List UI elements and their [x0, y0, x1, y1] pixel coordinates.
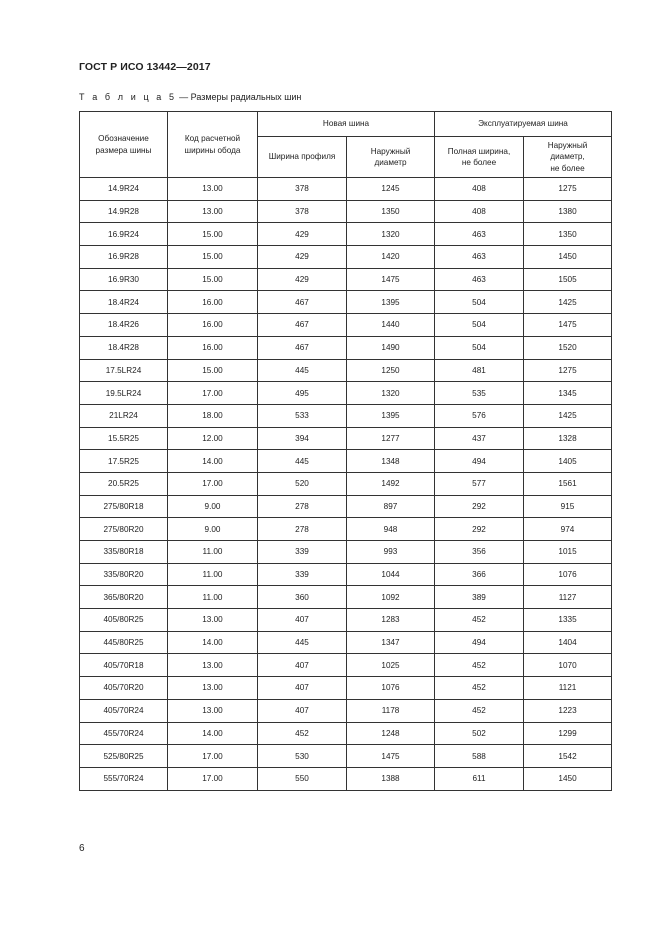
section-width-cell: 278 [258, 495, 347, 518]
section-width-cell: 407 [258, 609, 347, 632]
table-row [80, 563, 612, 586]
max-width-cell: 408 [435, 178, 524, 201]
max-width-cell: 502 [435, 722, 524, 745]
table-row [80, 767, 612, 790]
section-width-cell: 530 [258, 745, 347, 768]
outer-diameter-cell: 1475 [347, 268, 435, 291]
table-body [80, 178, 612, 791]
section-width-cell: 550 [258, 767, 347, 790]
header-outer-diameter-line1: Наружный [370, 146, 411, 156]
max-diameter-cell: 1505 [524, 268, 612, 291]
rim-code-cell: 13.00 [168, 699, 258, 722]
header-tire-size-line2: размера шины [95, 145, 152, 155]
rim-code-cell: 18.00 [168, 404, 258, 427]
max-width-cell: 292 [435, 495, 524, 518]
section-width-cell: 429 [258, 246, 347, 269]
max-width-cell: 292 [435, 518, 524, 541]
section-width-cell: 378 [258, 200, 347, 223]
outer-diameter-cell: 1025 [347, 654, 435, 677]
tire-size-cell: 335/80R20 [80, 563, 168, 586]
outer-diameter-cell: 1492 [347, 472, 435, 495]
tire-size-cell: 21LR24 [80, 404, 168, 427]
rim-code-cell: 15.00 [168, 246, 258, 269]
max-diameter-cell: 1076 [524, 563, 612, 586]
section-width-cell: 445 [258, 631, 347, 654]
table-row [80, 314, 612, 337]
tire-size-cell: 555/70R24 [80, 767, 168, 790]
tire-size-cell: 17.5R25 [80, 450, 168, 473]
outer-diameter-cell: 1395 [347, 404, 435, 427]
rim-code-cell: 14.00 [168, 450, 258, 473]
table-row [80, 291, 612, 314]
table-row [80, 178, 612, 201]
header-tire-size [80, 112, 168, 178]
max-width-cell: 611 [435, 767, 524, 790]
outer-diameter-cell: 1350 [347, 200, 435, 223]
outer-diameter-cell: 1283 [347, 609, 435, 632]
table-row [80, 336, 612, 359]
rim-code-cell: 13.00 [168, 677, 258, 700]
rim-code-cell: 16.00 [168, 314, 258, 337]
tire-size-cell: 17.5LR24 [80, 359, 168, 382]
header-outer-diameter [347, 137, 435, 178]
outer-diameter-cell: 1320 [347, 382, 435, 405]
outer-diameter-cell: 1277 [347, 427, 435, 450]
rim-code-cell: 17.00 [168, 745, 258, 768]
header-rim-code [168, 112, 258, 178]
section-width-cell: 445 [258, 359, 347, 382]
header-new-tire: Новая шина [258, 112, 435, 137]
section-width-cell: 339 [258, 563, 347, 586]
tire-size-cell: 405/80R25 [80, 609, 168, 632]
table-row [80, 404, 612, 427]
outer-diameter-cell: 993 [347, 541, 435, 564]
header-max-overall-width [435, 137, 524, 178]
max-diameter-cell: 915 [524, 495, 612, 518]
rim-code-cell: 14.00 [168, 631, 258, 654]
max-width-cell: 356 [435, 541, 524, 564]
max-width-cell: 535 [435, 382, 524, 405]
tire-dimensions-table [79, 111, 612, 791]
tire-size-cell: 14.9R28 [80, 200, 168, 223]
document-title: ГОСТ Р ИСО 13442—2017 [79, 61, 211, 73]
max-width-cell: 452 [435, 677, 524, 700]
outer-diameter-cell: 1076 [347, 677, 435, 700]
max-diameter-cell: 1335 [524, 609, 612, 632]
section-width-cell: 278 [258, 518, 347, 541]
max-width-cell: 452 [435, 699, 524, 722]
tire-size-cell: 18.4R24 [80, 291, 168, 314]
rim-code-cell: 17.00 [168, 382, 258, 405]
max-diameter-cell: 1542 [524, 745, 612, 768]
outer-diameter-cell: 1440 [347, 314, 435, 337]
outer-diameter-cell: 948 [347, 518, 435, 541]
table-row [80, 518, 612, 541]
section-width-cell: 429 [258, 223, 347, 246]
tire-size-cell: 405/70R20 [80, 677, 168, 700]
rim-code-cell: 17.00 [168, 767, 258, 790]
section-width-cell: 467 [258, 314, 347, 337]
header-max-outer-diameter-line3: не более [550, 163, 585, 173]
tire-size-cell: 455/70R24 [80, 722, 168, 745]
max-width-cell: 366 [435, 563, 524, 586]
outer-diameter-cell: 1420 [347, 246, 435, 269]
max-diameter-cell: 1070 [524, 654, 612, 677]
section-width-cell: 407 [258, 699, 347, 722]
section-width-cell: 394 [258, 427, 347, 450]
max-diameter-cell: 1275 [524, 359, 612, 382]
max-width-cell: 504 [435, 291, 524, 314]
header-rim-code-line1: Код расчетной [184, 134, 241, 144]
table-row [80, 495, 612, 518]
tire-size-cell: 18.4R26 [80, 314, 168, 337]
table-row [80, 382, 612, 405]
outer-diameter-cell: 1388 [347, 767, 435, 790]
max-diameter-cell: 1450 [524, 246, 612, 269]
outer-diameter-cell: 1248 [347, 722, 435, 745]
max-width-cell: 452 [435, 609, 524, 632]
rim-code-cell: 16.00 [168, 291, 258, 314]
header-max-overall-width-line2: не более [461, 158, 497, 167]
rim-code-cell: 17.00 [168, 472, 258, 495]
max-diameter-cell: 1380 [524, 200, 612, 223]
max-diameter-cell: 1405 [524, 450, 612, 473]
table-row [80, 631, 612, 654]
outer-diameter-cell: 1395 [347, 291, 435, 314]
rim-code-cell: 15.00 [168, 223, 258, 246]
section-width-cell: 407 [258, 677, 347, 700]
max-diameter-cell: 1345 [524, 382, 612, 405]
max-width-cell: 494 [435, 631, 524, 654]
tire-size-cell: 15.5R25 [80, 427, 168, 450]
section-width-cell: 378 [258, 178, 347, 201]
header-max-outer-diameter [524, 137, 612, 178]
max-width-cell: 452 [435, 654, 524, 677]
max-diameter-cell: 1425 [524, 404, 612, 427]
table-row [80, 246, 612, 269]
table-row [80, 268, 612, 291]
max-diameter-cell: 1127 [524, 586, 612, 609]
tire-size-cell: 275/80R20 [80, 518, 168, 541]
max-width-cell: 463 [435, 268, 524, 291]
tire-size-cell: 19.5LR24 [80, 382, 168, 405]
max-diameter-cell: 1015 [524, 541, 612, 564]
header-used-tire: Эксплуатируемая шина [435, 112, 612, 137]
outer-diameter-cell: 1044 [347, 563, 435, 586]
max-diameter-cell: 1404 [524, 631, 612, 654]
tire-size-cell: 275/80R18 [80, 495, 168, 518]
max-width-cell: 577 [435, 472, 524, 495]
max-width-cell: 588 [435, 745, 524, 768]
section-width-cell: 452 [258, 722, 347, 745]
table-row [80, 359, 612, 382]
rim-code-cell: 11.00 [168, 541, 258, 564]
max-width-cell: 437 [435, 427, 524, 450]
header-max-overall-width-line1: Полная ширина, [447, 146, 511, 156]
rim-code-cell: 13.00 [168, 200, 258, 223]
table-row [80, 609, 612, 632]
header-max-outer-diameter-line2: диаметр, [550, 152, 585, 162]
max-width-cell: 481 [435, 359, 524, 382]
max-width-cell: 576 [435, 404, 524, 427]
max-diameter-cell: 1328 [524, 427, 612, 450]
max-width-cell: 504 [435, 314, 524, 337]
outer-diameter-cell: 1178 [347, 699, 435, 722]
table-row [80, 677, 612, 700]
tire-size-cell: 365/80R20 [80, 586, 168, 609]
rim-code-cell: 9.00 [168, 495, 258, 518]
table-row [80, 450, 612, 473]
outer-diameter-cell: 1490 [347, 336, 435, 359]
section-width-cell: 495 [258, 382, 347, 405]
table-row [80, 223, 612, 246]
max-diameter-cell: 1299 [524, 722, 612, 745]
tire-size-cell: 14.9R24 [80, 178, 168, 201]
table-caption-text: — Размеры радиальных шин [176, 92, 302, 102]
header-rim-code-line2: ширины обода [184, 145, 241, 155]
header-outer-diameter-line2: диаметр [374, 158, 407, 167]
max-diameter-cell: 1520 [524, 336, 612, 359]
tire-size-cell: 525/80R25 [80, 745, 168, 768]
table-row [80, 699, 612, 722]
tire-size-cell: 335/80R18 [80, 541, 168, 564]
tire-size-cell: 405/70R24 [80, 699, 168, 722]
rim-code-cell: 14.00 [168, 722, 258, 745]
tire-size-cell: 405/70R18 [80, 654, 168, 677]
table-caption-label: Т а б л и ц а 5 [79, 92, 177, 102]
max-diameter-cell: 1350 [524, 223, 612, 246]
section-width-cell: 533 [258, 404, 347, 427]
max-diameter-cell: 974 [524, 518, 612, 541]
max-diameter-cell: 1475 [524, 314, 612, 337]
header-tire-size-line1: Обозначение [98, 134, 149, 144]
outer-diameter-cell: 1475 [347, 745, 435, 768]
table-row [80, 472, 612, 495]
rim-code-cell: 9.00 [168, 518, 258, 541]
max-diameter-cell: 1223 [524, 699, 612, 722]
max-diameter-cell: 1450 [524, 767, 612, 790]
table-row [80, 745, 612, 768]
outer-diameter-cell: 897 [347, 495, 435, 518]
tire-size-cell: 16.9R28 [80, 246, 168, 269]
rim-code-cell: 15.00 [168, 359, 258, 382]
section-width-cell: 407 [258, 654, 347, 677]
outer-diameter-cell: 1348 [347, 450, 435, 473]
rim-code-cell: 13.00 [168, 609, 258, 632]
rim-code-cell: 15.00 [168, 268, 258, 291]
table-row [80, 586, 612, 609]
max-width-cell: 463 [435, 223, 524, 246]
max-width-cell: 463 [435, 246, 524, 269]
max-width-cell: 504 [435, 336, 524, 359]
page-number: 6 [79, 843, 85, 854]
section-width-cell: 467 [258, 336, 347, 359]
table-row [80, 200, 612, 223]
rim-code-cell: 16.00 [168, 336, 258, 359]
max-width-cell: 494 [435, 450, 524, 473]
max-width-cell: 389 [435, 586, 524, 609]
table-caption [79, 92, 301, 102]
section-width-cell: 520 [258, 472, 347, 495]
max-diameter-cell: 1275 [524, 178, 612, 201]
tire-size-cell: 16.9R24 [80, 223, 168, 246]
rim-code-cell: 13.00 [168, 178, 258, 201]
table-row [80, 427, 612, 450]
outer-diameter-cell: 1245 [347, 178, 435, 201]
section-width-cell: 360 [258, 586, 347, 609]
section-width-cell: 429 [258, 268, 347, 291]
tire-size-cell: 20.5R25 [80, 472, 168, 495]
rim-code-cell: 12.00 [168, 427, 258, 450]
table-row [80, 541, 612, 564]
table-row [80, 654, 612, 677]
max-diameter-cell: 1425 [524, 291, 612, 314]
tire-size-cell: 445/80R25 [80, 631, 168, 654]
outer-diameter-cell: 1320 [347, 223, 435, 246]
max-diameter-cell: 1121 [524, 677, 612, 700]
header-max-outer-diameter-line1: Наружный [547, 141, 588, 151]
rim-code-cell: 13.00 [168, 654, 258, 677]
section-width-cell: 467 [258, 291, 347, 314]
section-width-cell: 339 [258, 541, 347, 564]
tire-size-cell: 16.9R30 [80, 268, 168, 291]
max-width-cell: 408 [435, 200, 524, 223]
max-diameter-cell: 1561 [524, 472, 612, 495]
table-row [80, 722, 612, 745]
rim-code-cell: 11.00 [168, 586, 258, 609]
outer-diameter-cell: 1092 [347, 586, 435, 609]
outer-diameter-cell: 1347 [347, 631, 435, 654]
outer-diameter-cell: 1250 [347, 359, 435, 382]
rim-code-cell: 11.00 [168, 563, 258, 586]
tire-size-cell: 18.4R28 [80, 336, 168, 359]
header-section-width: Ширина профиля [258, 137, 347, 178]
section-width-cell: 445 [258, 450, 347, 473]
